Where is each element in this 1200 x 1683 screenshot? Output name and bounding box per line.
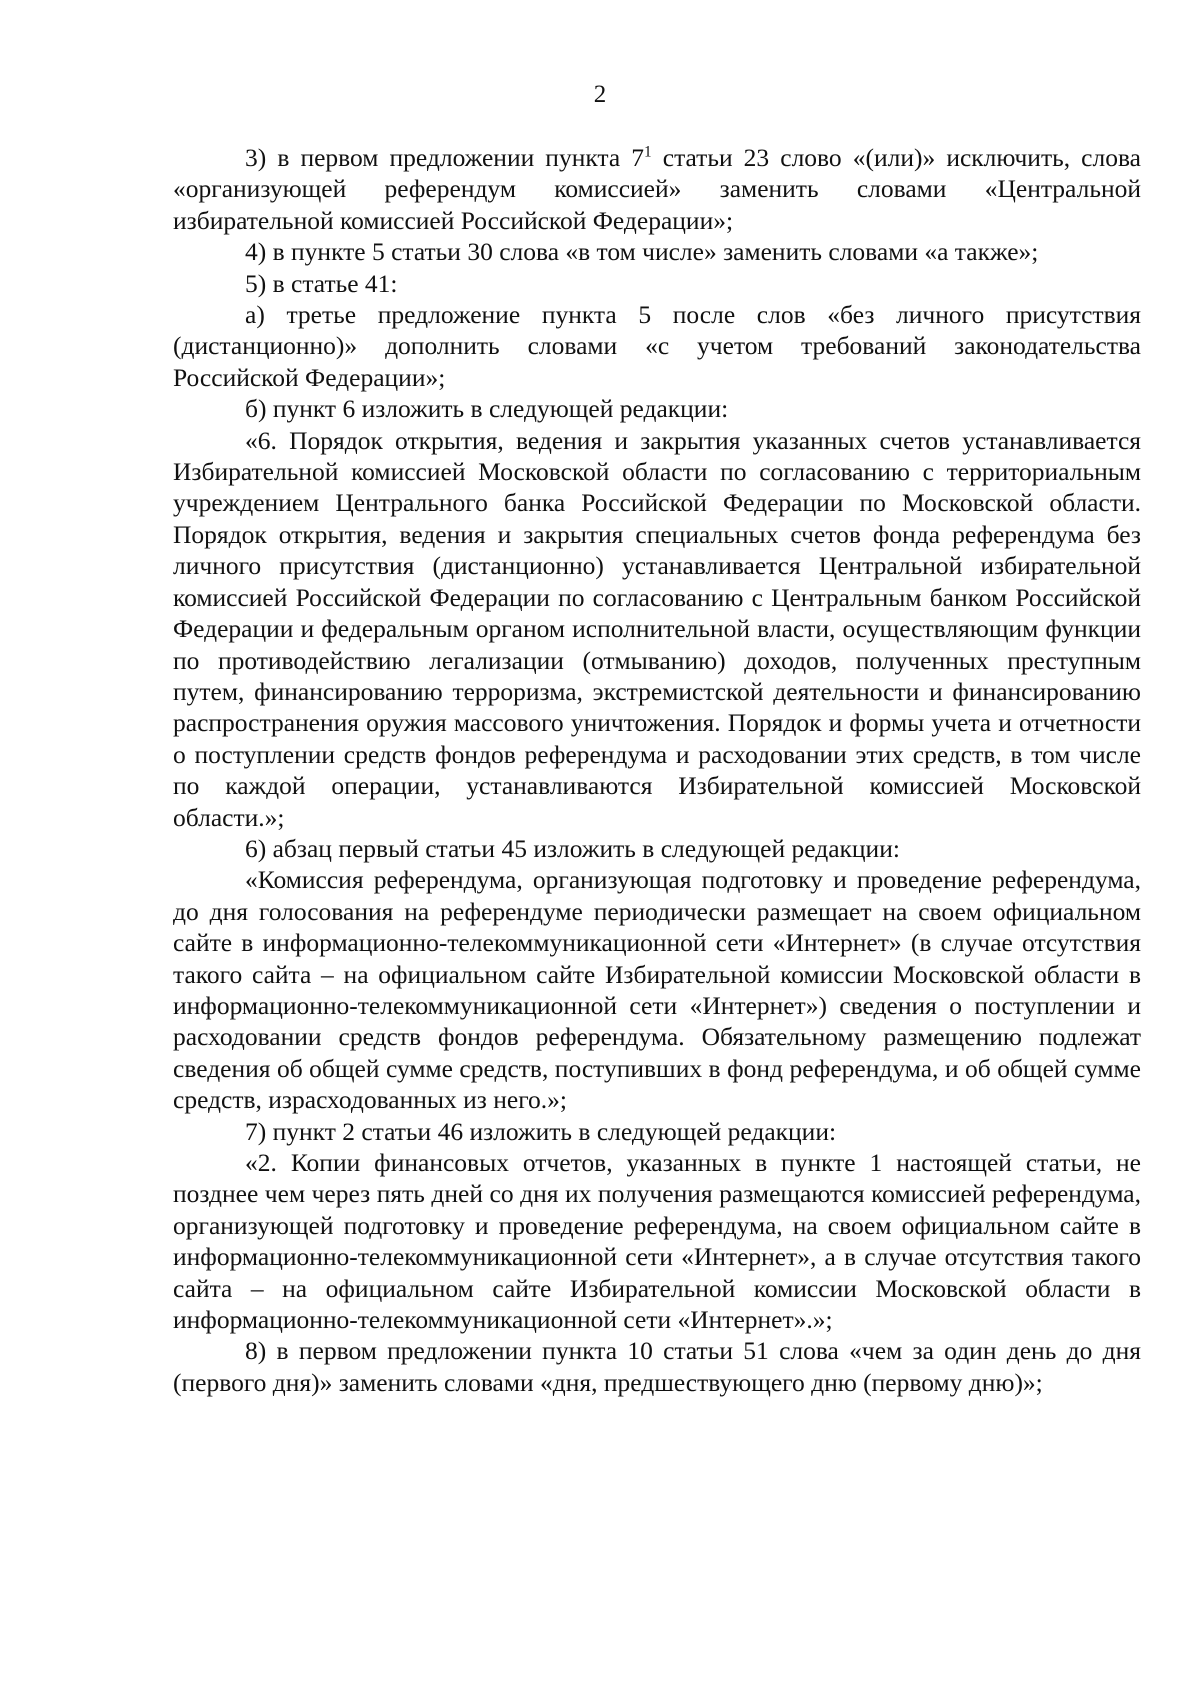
- paragraph-text: 3) в первом предложении пункта 7: [245, 143, 645, 172]
- quoted-clause-2: «2. Копии финансовых отчетов, указанных в пункте 1 настоящей статьи, не позднее чем через пять дней со дня их получения размещаются комиссией референдума, организующей подготовку и проведение референдума, на своем официальном сайте в информационно-телекоммуникационной сети «Интернет», а в случае отсутствия такого сайта – на официальном сайте Избирательной комиссии Московской области в информационно-телекоммуникационной сети «Интернет».»;: [173, 1148, 1141, 1335]
- paragraph-item-5: 5) в статье 41:: [245, 268, 398, 298]
- superscript-index: 1: [644, 143, 652, 161]
- subparagraph-b: б) пункт 6 изложить в следующей редакции:: [245, 394, 729, 424]
- document-body: [173, 142, 1141, 1398]
- paragraph-item-4: 4) в пункте 5 статьи 30 слова «в том числе» заменить словами «а также»;: [245, 237, 1039, 267]
- paragraph-text: статьи 23 слово «(или)» исключить, слова «организующей референдум комиссией» заменить словами «Центральной избирательной комиссией Российской Федерации»;: [173, 143, 1141, 235]
- page-number: 2: [593, 81, 607, 108]
- paragraph-item-7: 7) пункт 2 статьи 46 изложить в следующей редакции:: [245, 1116, 837, 1146]
- subparagraph-a: а) третье предложение пункта 5 после слов «без личного присутствия (дистанционно)» дополнить словами «с учетом требований законодательства Российской Федерации»;: [173, 300, 1141, 392]
- quoted-clause-45: «Комиссия референдума, организующая подготовку и проведение референдума, до дня голосования на референдуме периодически размещает на своем официальном сайте в информационно-телекоммуникационной сети «Интернет» (в случае отсутствия такого сайта – на официальном сайте Избирательной комиссии Московской области в информационно-телекоммуникационной сети «Интернет») сведения о поступлении и расходовании средств фондов референдума. Обязательному размещению подлежат сведения об общей сумме средств, поступивших в фонд референдума, и об общей сумме средств, израсходованных из него.»;: [173, 865, 1141, 1115]
- paragraph-item-3: [173, 142, 1141, 236]
- paragraph-item-8: 8) в первом предложении пункта 10 статьи 51 слова «чем за один день до дня (первого дня)» заменить словами «дня, предшествующего дню (первому дню)»;: [173, 1336, 1141, 1397]
- quoted-clause-6: «6. Порядок открытия, ведения и закрытия указанных счетов устанавливается Избирательной комиссией Московской области по согласованию с территориальным учреждением Центрального банка Российской Федерации по Московской области. Порядок открытия, ведения и закрытия специальных счетов фонда референдума без личного присутствия (дистанционно) устанавливается Центральной избирательной комиссией Российской Федерации по согласованию с Центральным банком Российской Федерации и федеральным органом исполнительной власти, осуществляющим функции по противодействию легализации (отмыванию) доходов, полученных преступным путем, финансированию терроризма, экстремистской деятельности и финансированию распространения оружия массового уничтожения. Порядок и формы учета и отчетности о поступлении средств фондов референдума и расходовании этих средств, в том числе по каждой операции, устанавливаются Избирательной комиссией Московской области.»;: [173, 425, 1141, 832]
- paragraph-item-6: 6) абзац первый статьи 45 изложить в следующей редакции:: [245, 833, 900, 863]
